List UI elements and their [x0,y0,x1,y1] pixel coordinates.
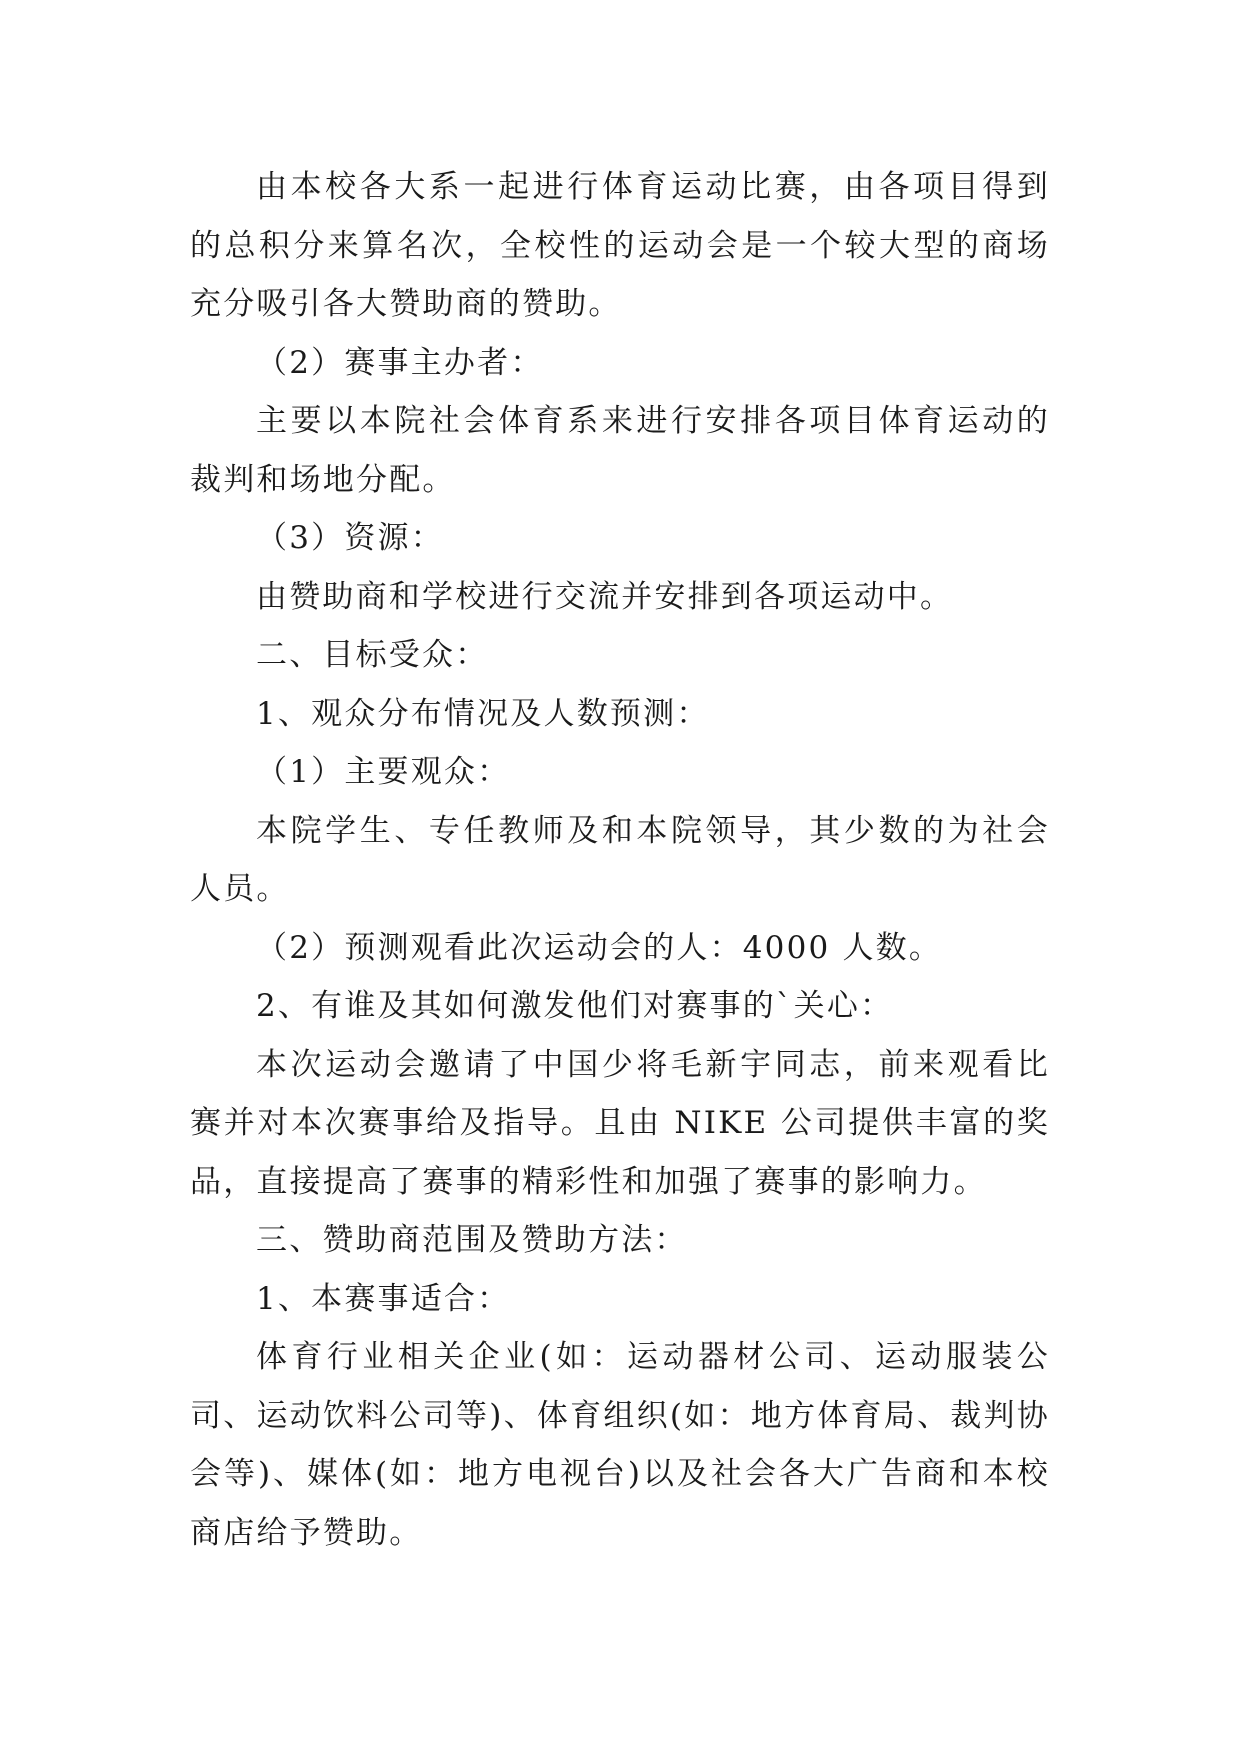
paragraph-main-audience-heading: （1）主要观众： [256,754,511,790]
paragraph-audience-forecast: （2）预测观看此次运动会的人：4000 人数。 [256,929,943,966]
section-heading-target-audience: 二、目标受众： [256,637,489,673]
document-body [190,158,1050,1562]
paragraph-resources-heading: （3）资源： [256,520,444,556]
paragraph-suitable-body: 体育行业相关企业(如：运动器材公司、运动服装公司、运动饮料公司等)、体育组织(如：地方体育局、裁判协会等)、媒体(如：地方电视台)以及社会各大广告商和本校商店给予赞助。 [190,1339,1050,1551]
paragraph-suitable-heading: 1、本赛事适合： [256,1280,511,1317]
paragraph-event-overview: 由本校各大系一起进行体育运动比赛，由各项目得到的总积分来算名次，全校性的运动会是一个较大型的商场充分吸引各大赞助商的赞助。 [190,169,1050,322]
paragraph-organizer-heading: （2）赛事主办者： [256,344,544,381]
paragraph-audience-distribution-heading: 1、观众分布情况及人数预测： [256,695,710,732]
paragraph-resources-body: 由赞助商和学校进行交流并安排到各项运动中。 [256,578,954,615]
paragraph-engagement-body: 本次运动会邀请了中国少将毛新宇同志，前来观看比赛并对本次赛事给及指导。且由 NIKE 公司提供丰富的奖品，直接提高了赛事的精彩性和加强了赛事的影响力。 [190,1046,1050,1200]
paragraph-engagement-heading: 2、有谁及其如何激发他们对赛事的`关心： [256,988,894,1024]
paragraph-organizer-body: 主要以本院社会体育系来进行安排各项目体育运动的裁判和场地分配。 [190,403,1050,498]
paragraph-main-audience-body: 本院学生、专任教师及和本院领导，其少数的为社会人员。 [190,812,1050,907]
section-heading-sponsor-scope: 三、赞助商范围及赞助方法： [256,1222,688,1258]
